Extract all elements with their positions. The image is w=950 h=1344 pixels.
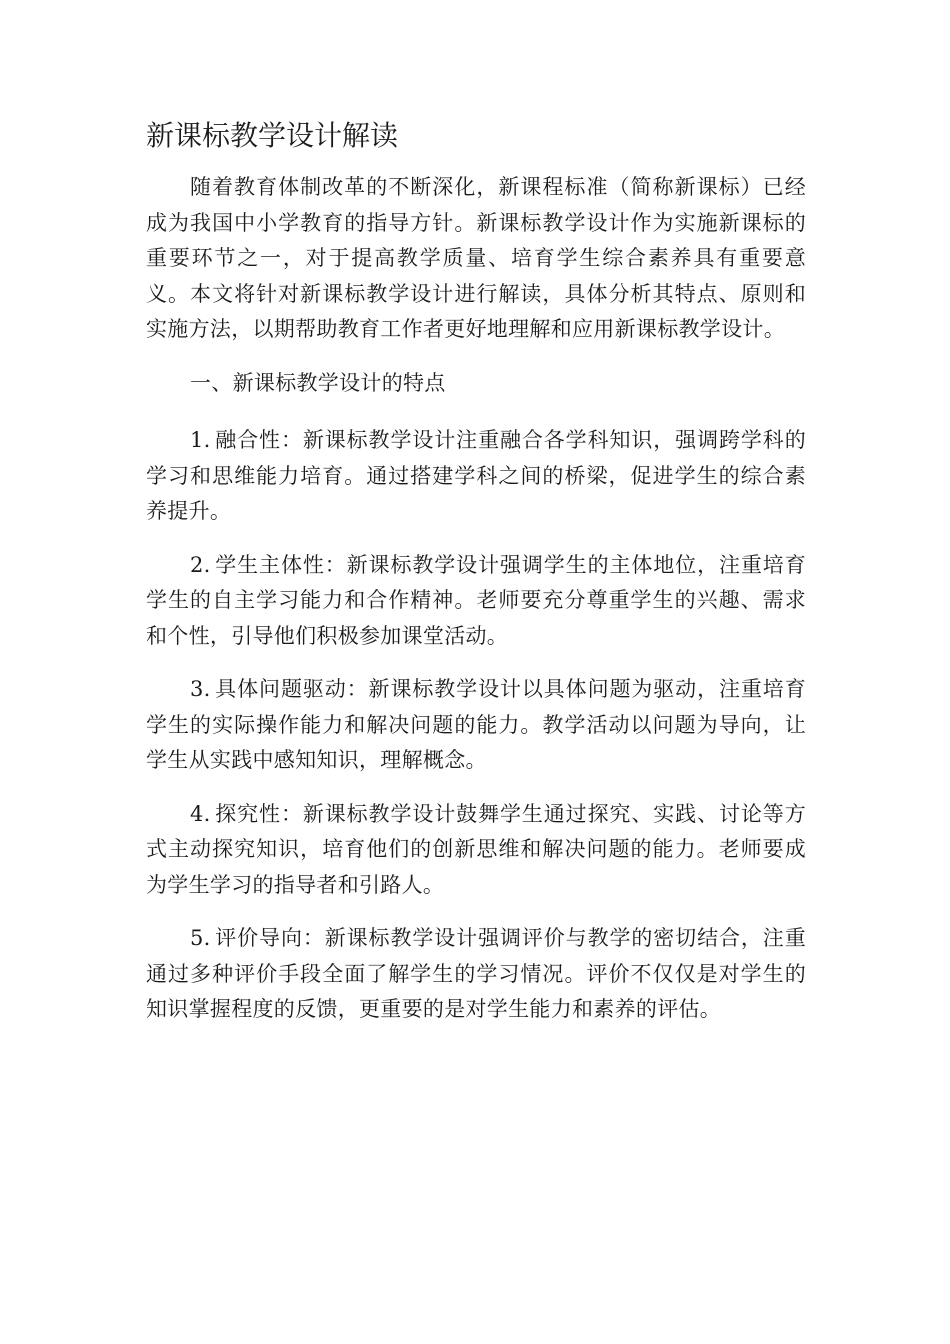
list-item-number: 2. [190, 552, 211, 577]
list-item-number: 5. [190, 926, 211, 950]
document-body [146, 170, 806, 1046]
section-heading: 一、新课标教学设计的特点 [190, 370, 446, 395]
list-item-number: 1. [190, 428, 211, 452]
list-item-text: 融合性：新课标教学设计注重融合各学科知识，强调跨学科的学习和思维能力培育。通过搭建学科之间的桥梁，促进学生的综合素养提升。 [146, 428, 806, 523]
list-item-number: 3. [190, 677, 211, 701]
document-title: 新课标教学设计解读 [146, 119, 399, 152]
list-item-text: 学生主体性：新课标教学设计强调学生的主体地位，注重培育学生的自主学习能力和合作精神。老师要充分尊重学生的兴趣、需求和个性，引导他们积极参加课堂活动。 [146, 552, 806, 648]
list-item [146, 423, 806, 530]
list-item-number: 4. [190, 801, 211, 826]
intro-paragraph: 随着教育体制改革的不断深化，新课程标准（简称新课标）已经成为我国中小学教育的指导方针。新课标教学设计作为实施新课标的重要环节之一，对于提高教学质量、培育学生综合素养具有重要意义。本文将针对新课标教学设计进行解读，具体分析其特点、原则和实施方法，以期帮助教育工作者更好地理解和应用新课标教学设计。 [146, 175, 806, 341]
list-item-text: 探究性：新课标教学设计鼓舞学生通过探究、实践、讨论等方式主动探究知识，培育他们的创新思维和解决问题的能力。老师要成为学生学习的指导者和引路人。 [146, 801, 806, 897]
list-item-text: 具体问题驱动：新课标教学设计以具体问题为驱动，注重培育学生的实际操作能力和解决问题的能力。教学活动以问题为导向，让学生从实践中感知知识，理解概念。 [146, 677, 806, 772]
list-item [146, 797, 806, 904]
list-item [146, 672, 806, 779]
list-item [146, 548, 806, 655]
list-item-text: 评价导向：新课标教学设计强调评价与教学的密切结合，注重通过多种评价手段全面了解学生的学习情况。评价不仅仅是对学生的知识掌握程度的反馈，更重要的是对学生能力和素养的评估。 [146, 926, 806, 1021]
list-item [146, 921, 806, 1028]
